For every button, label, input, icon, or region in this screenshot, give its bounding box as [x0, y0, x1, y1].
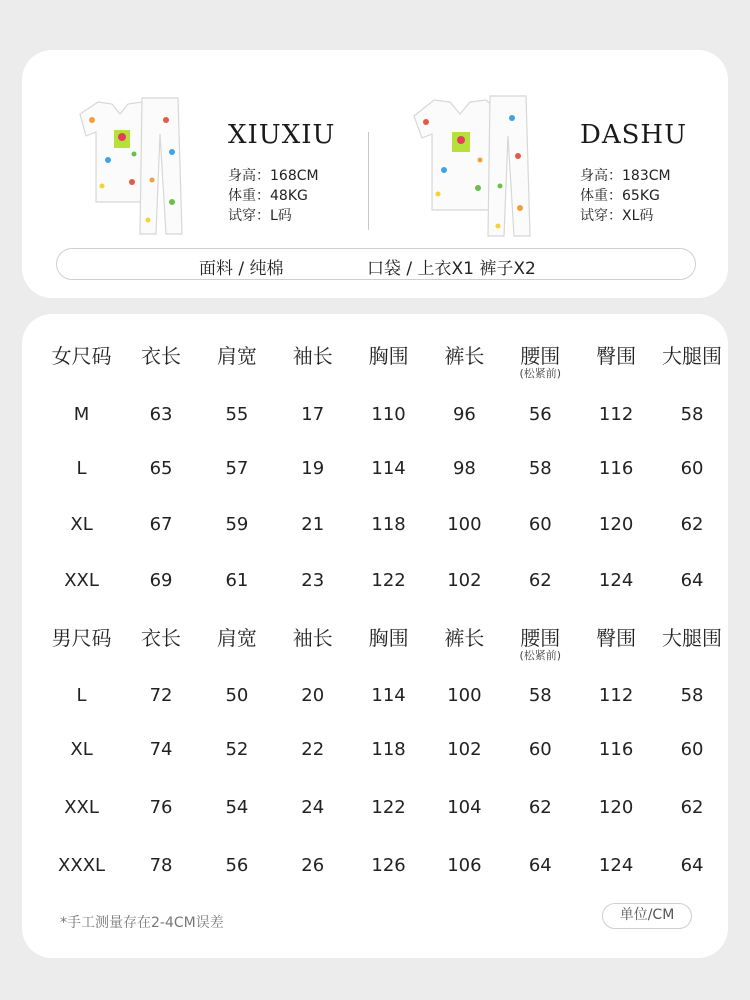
table-cell: 24: [301, 796, 325, 818]
table-cell: 59: [225, 513, 249, 535]
column-header: 大腿围: [662, 626, 723, 650]
table-cell: 106: [447, 854, 482, 876]
column-header: 裤长: [444, 626, 485, 650]
table-cell: 122: [371, 796, 406, 818]
table-cell: 112: [598, 403, 634, 425]
model-details: [228, 118, 335, 226]
table-row: [40, 440, 730, 496]
model-height: 身高：183CM: [580, 168, 671, 184]
table-cell: 23: [301, 569, 325, 591]
table-row: [40, 496, 730, 552]
measurement-note: *手工测量存在2-4CM误差: [60, 915, 224, 931]
size-label: L: [76, 684, 87, 706]
table-row: [40, 720, 730, 778]
table-cell: 64: [680, 854, 704, 876]
table-cell: 62: [528, 796, 552, 818]
size-label: XXXL: [58, 854, 106, 876]
table-cell: 61: [225, 569, 249, 591]
model-fit-size: 试穿：XL码: [580, 208, 654, 224]
table-cell: 122: [371, 569, 406, 591]
vertical-divider: [368, 132, 369, 230]
men-size-table: [40, 622, 730, 894]
column-header: 胸围: [368, 626, 409, 650]
table-cell: 126: [371, 854, 406, 876]
table-row: [40, 778, 730, 836]
table-cell: 63: [149, 403, 173, 425]
table-cell: 69: [149, 569, 173, 591]
model-info-card: [22, 50, 728, 298]
table-cell: 104: [447, 796, 482, 818]
table-cell: 64: [528, 854, 552, 876]
table-cell: 60: [680, 457, 704, 479]
table-cell: 114: [371, 684, 406, 706]
table-cell: 110: [371, 403, 406, 425]
size-label: XL: [70, 513, 93, 535]
model-fit-size: 试穿：L码: [228, 208, 292, 224]
table-cell: 98: [452, 457, 476, 479]
size-label: L: [76, 457, 87, 479]
table-cell: 21: [301, 513, 325, 535]
model-height: 身高：168CM: [228, 168, 319, 184]
column-header: 衣长: [141, 344, 182, 368]
pajama-set-image: [68, 90, 198, 240]
column-header: 肩宽: [216, 626, 257, 650]
table-cell: 20: [301, 684, 325, 706]
table-cell: 102: [447, 569, 482, 591]
table-cell: 62: [528, 569, 552, 591]
table-cell: 102: [447, 738, 482, 760]
table-cell: 60: [680, 738, 704, 760]
table-cell: 124: [598, 854, 634, 876]
table-cell: 116: [598, 457, 634, 479]
table-cell: 100: [447, 513, 482, 535]
table-cell: 50: [225, 684, 249, 706]
table-cell: 124: [598, 569, 634, 591]
size-label: M: [73, 403, 90, 425]
column-header: 袖长: [292, 344, 333, 368]
table-header-row: [40, 340, 730, 388]
model-name: XIUXIU: [228, 120, 336, 150]
table-cell: 64: [680, 569, 704, 591]
table-cell: 58: [680, 403, 704, 425]
women-size-table: [40, 340, 730, 608]
table-cell: 72: [149, 684, 173, 706]
table-cell: 55: [225, 403, 249, 425]
table-cell: 67: [149, 513, 173, 535]
column-header: 胸围: [368, 344, 409, 368]
model-details: [580, 118, 687, 226]
column-header-waist: 腰围 (松紧前): [502, 622, 578, 670]
table-cell: 96: [452, 403, 476, 425]
model-name: DASHU: [580, 120, 688, 150]
table-row: [40, 552, 730, 608]
pocket-info: 口袋 / 上衣X1 裤子X2: [367, 259, 536, 279]
table-cell: 56: [528, 403, 552, 425]
size-label: XXL: [64, 796, 99, 818]
fabric-material: 面料 / 纯棉: [199, 259, 284, 279]
table-cell: 17: [301, 403, 325, 425]
column-header: 女尺码: [51, 344, 112, 368]
table-cell: 60: [528, 738, 552, 760]
table-cell: 62: [680, 796, 704, 818]
table-cell: 114: [371, 457, 406, 479]
table-cell: 74: [149, 738, 173, 760]
table-cell: 57: [225, 457, 249, 479]
pajama-set-image: [408, 90, 538, 240]
size-label: XXL: [64, 569, 99, 591]
table-cell: 120: [598, 796, 634, 818]
table-cell: 54: [225, 796, 249, 818]
waist-note: (松紧前): [519, 367, 562, 380]
column-header-waist: 腰围 (松紧前): [502, 340, 578, 388]
table-cell: 118: [371, 513, 406, 535]
column-header: 大腿围: [662, 344, 723, 368]
model-dashu: [404, 90, 724, 250]
table-cell: 22: [301, 738, 325, 760]
table-cell: 76: [149, 796, 173, 818]
table-cell: 58: [528, 457, 552, 479]
column-header: 臀围: [596, 344, 637, 368]
table-cell: 120: [598, 513, 634, 535]
column-header: 裤长: [444, 344, 485, 368]
table-cell: 60: [528, 513, 552, 535]
table-cell: 116: [598, 738, 634, 760]
table-header-row: [40, 622, 730, 670]
table-cell: 62: [680, 513, 704, 535]
model-weight: 体重：48KG: [228, 188, 308, 204]
model-weight: 体重：65KG: [580, 188, 660, 204]
table-cell: 112: [598, 684, 634, 706]
table-cell: 56: [225, 854, 249, 876]
table-row: [40, 388, 730, 440]
size-label: XL: [70, 738, 93, 760]
column-header: 男尺码: [51, 626, 112, 650]
table-cell: 58: [680, 684, 704, 706]
table-cell: 65: [149, 457, 173, 479]
column-header: 袖长: [292, 626, 333, 650]
table-cell: 100: [447, 684, 482, 706]
table-row: [40, 670, 730, 720]
table-cell: 26: [301, 854, 325, 876]
table-cell: 118: [371, 738, 406, 760]
column-header: 肩宽: [216, 344, 257, 368]
model-xiuxiu: [68, 90, 368, 250]
table-cell: 58: [528, 684, 552, 706]
waist-note: (松紧前): [519, 649, 562, 662]
table-cell: 19: [301, 457, 325, 479]
unit-badge: 单位/CM: [602, 903, 692, 929]
fabric-info-bar: [56, 248, 696, 280]
column-header: 衣长: [141, 626, 182, 650]
size-chart-card: [22, 314, 728, 958]
table-cell: 78: [149, 854, 173, 876]
table-cell: 52: [225, 738, 249, 760]
table-row: [40, 836, 730, 894]
column-header: 臀围: [596, 626, 637, 650]
